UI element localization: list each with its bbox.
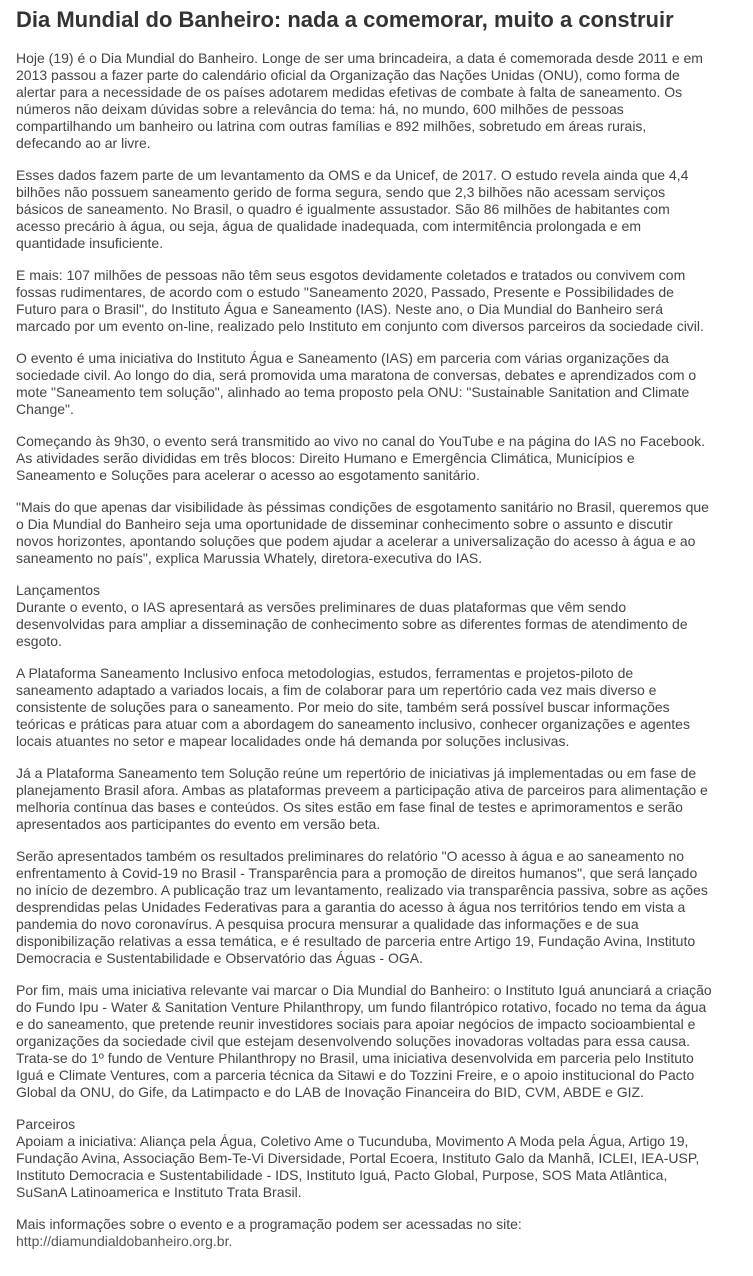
paragraph-line: consistente de soluções para o saneamento. Por meio do site, também será possível buscar informações xyxy=(16,699,670,715)
paragraph-line: Trata-se do 1º fundo de Venture Philanthropy no Brasil, uma iniciativa desenvolvida em parceria pelo Instituto xyxy=(16,1050,694,1066)
paragraph-line: básicos de saneamento. No Brasil, o quadro é igualmente assustador. São 86 milhões de habitantes com xyxy=(16,201,670,217)
closing-paragraph xyxy=(16,1216,753,1250)
paragraph-line: Democracia e Sustentabilidade e Observatório das Águas - OGA. xyxy=(16,950,423,966)
paragraph-line: Instituto Democracia e Sustentabilidade - IDS, Instituto Iguá, Pacto Global, Purpose, SOS Mata Atlântica, xyxy=(16,1167,668,1183)
paragraph-line: bilhões não possuem saneamento gerido de forma segura, sendo que 2,3 bilhões não acessam serviços xyxy=(16,184,666,200)
paragraph-line: compartilhando um banheiro ou latrina com outras famílias e 892 milhões, sobretudo em áreas rurais, xyxy=(16,118,647,134)
paragraph-line: pandemia do novo coronavírus. A pesquisa procura mensurar a qualidade das informações e de sua xyxy=(16,916,639,932)
paragraph xyxy=(16,765,753,833)
paragraph-line: O evento é uma iniciativa do Instituto Água e Saneamento (IAS) em parceria com várias organizações da xyxy=(16,350,669,366)
paragraph-line: Por fim, mais uma iniciativa relevante vai marcar o Dia Mundial do Banheiro: o Instituto Iguá anunciará a criação xyxy=(16,982,712,998)
paragraph xyxy=(16,982,753,1101)
paragraph xyxy=(16,433,753,484)
paragraph-line: "Mais do que apenas dar visibilidade às péssimas condições de esgotamento sanitário no Brasil, queremos que xyxy=(16,499,709,515)
paragraph-line: Change". xyxy=(16,401,74,417)
paragraph-line: esgoto. xyxy=(16,633,62,649)
paragraph-line: Parceiros xyxy=(16,1116,76,1132)
paragraph-line: disponibilização relativas a essa temática, e é resultado de parceria entre Artigo 19, Fundação Avina, Instituto xyxy=(16,933,696,949)
paragraph-line: novos horizontes, apontando soluções que podem ajudar a acelerar a universalização do acesso à água e ao xyxy=(16,533,696,549)
paragraph xyxy=(16,848,753,967)
paragraph-line: enfrentamento à Covid-19 no Brasil - Transparência para a promoção de direitos humanos", que será lançado xyxy=(16,865,698,881)
paragraph xyxy=(16,582,753,650)
paragraph-line: saneamento adaptado a variados locais, a fim de colaborar para um repertório cada vez mais diverso e xyxy=(16,682,657,698)
paragraph-line: teóricas e práticas para atuar com a abordagem do saneamento inclusivo, conhecer organizações e agentes xyxy=(16,716,690,732)
paragraph-line: alertar para a necessidade de os países adotarem medidas efetivas de combate à falta de saneamento. Os xyxy=(16,84,683,100)
paragraph xyxy=(16,50,753,152)
paragraph-line: organizações da sociedade civil que estejam desenvolvendo soluções inovadoras voltadas para essa causa. xyxy=(16,1033,690,1049)
paragraph-line: e do saneamento, que pretende reunir investidores sociais para apoiar negócios de impacto socioambiental e xyxy=(16,1016,696,1032)
paragraph-line: quantidade insuficiente. xyxy=(16,235,164,251)
paragraph-line: 2013 passou a fazer parte do calendário oficial da Organização das Nações Unidas (ONU), como forma de xyxy=(16,67,680,83)
paragraph-line: o Dia Mundial do Banheiro seja uma oportunidade de disseminar conhecimento sobre o assunto e discutir xyxy=(16,516,673,532)
paragraph xyxy=(16,665,753,750)
paragraph-line: Lançamentos xyxy=(16,582,101,598)
paragraph-line: números não deixam dúvidas sobre a relevância do tema: há, no mundo, 600 milhões de pessoas xyxy=(16,101,624,117)
paragraph-line: Iguá e Climate Ventures, com a parceria técnica da Sitawi e do Tozzini Freire, e o apoio institucional do Pacto xyxy=(16,1067,695,1083)
paragraph xyxy=(16,267,753,335)
paragraph-line: Serão apresentados também os resultados preliminares do relatório "O acesso à água e ao saneamento no xyxy=(16,848,685,864)
paragraph-line: fossas rudimentares, de acordo com o estudo "Saneamento 2020, Passado, Presente e Possibilidades de xyxy=(16,284,674,300)
paragraph-line: sociedade civil. Ao longo do dia, será promovida uma maratona de conversas, debates e aprendizados com o xyxy=(16,367,697,383)
paragraph-line: melhoria contínua das bases e conteúdos. Os sites estão em fase final de testes e aprimoramentos e serão xyxy=(16,799,683,815)
paragraph-line: desprendidas pelas Unidades Federativas para a garantia do acesso à água nos territórios tendo em vista a xyxy=(16,899,686,915)
article-title: Dia Mundial do Banheiro: nada a comemorar, muito a construir xyxy=(16,7,674,32)
paragraph-line: do Fundo Ipu - Water & Sanitation Venture Philanthropy, um fundo filantrópico rotativo, focado no tema da água xyxy=(16,999,707,1015)
paragraph-line: planejamento Brasil afora. Ambas as plataformas preveem a participação ativa de parceiros para alimentação e xyxy=(16,782,708,798)
paragraph-line: A Plataforma Saneamento Inclusivo enfoca metodologias, estudos, ferramentas e projetos-piloto de xyxy=(16,665,634,681)
paragraph-line: desenvolvidas para ampliar a disseminação de conhecimento sobre as diferentes formas de atendimento de xyxy=(16,616,688,632)
paragraph-line: mote "Saneamento tem solução", alinhado ao tema proposto pela ONU: "Sustainable Sanitation and Climate xyxy=(16,384,690,400)
paragraph-line: As atividades serão divididas em três blocos: Direito Humano e Emergência Climática, Municípios e xyxy=(16,450,635,466)
paragraph-line: Global da ONU, do Gife, da Latimpacto e do LAB de Inovação Financeira do BID, CVM, ABDE e GIZ. xyxy=(16,1084,644,1100)
paragraph-line: Começando às 9h30, o evento será transmitido ao vivo no canal do YouTube e na página do IAS no Facebook. xyxy=(16,433,706,449)
paragraph-line: Fundação Avina, Associação Bem-Te-Vi Diversidade, Portal Ecoera, Instituto Galo da Manhã, ICLEI, IEA-USP, xyxy=(16,1150,700,1166)
paragraph-line: defecando ao ar livre. xyxy=(16,135,151,151)
paragraph-line: Já a Plataforma Saneamento tem Solução reúne um repertório de iniciativas já implementadas ou em fase de xyxy=(16,765,697,781)
paragraph-line: Saneamento e Soluções para acelerar o acesso ao esgotamento sanitário. xyxy=(16,467,480,483)
paragraph-line: apresentados aos participantes do evento em versão beta. xyxy=(16,816,381,832)
paragraph-line: Futuro para o Brasil", do Instituto Água e Saneamento (IAS). Neste ano, o Dia Mundial do Banheiro será xyxy=(16,301,664,317)
site-link[interactable]: http://diamundialdobanheiro.org.br. xyxy=(16,1233,233,1249)
paragraph-line: Hoje (19) é o Dia Mundial do Banheiro. Longe de ser uma brincadeira, a data é comemorada desde 2011 e em xyxy=(16,50,703,66)
paragraph-line: acesso precário à água, ou seja, água de qualidade inadequada, com intermitência prolongada e em xyxy=(16,218,641,234)
article-body xyxy=(16,50,753,1201)
paragraph-line: SuSanA Latinoamerica e Instituto Trata Brasil. xyxy=(16,1184,302,1200)
closing-text: Mais informações sobre o evento e a programação podem ser acessadas no site: xyxy=(16,1216,522,1232)
paragraph xyxy=(16,1116,753,1201)
paragraph-line: Apoiam a iniciativa: Aliança pela Água, Coletivo Ame o Tucunduba, Movimento A Moda pela Água, Artigo 19, xyxy=(16,1133,689,1149)
paragraph xyxy=(16,499,753,567)
paragraph-line: E mais: 107 milhões de pessoas não têm seus esgotos devidamente coletados e tratados ou convivem com xyxy=(16,267,686,283)
paragraph-line: locais atuantes no setor e mapear localidades onde há demanda por soluções inclusivas. xyxy=(16,733,570,749)
paragraph-line: Esses dados fazem parte de um levantamento da OMS e da Unicef, de 2017. O estudo revela ainda que 4,4 xyxy=(16,167,689,183)
paragraph-line: no início de dezembro. A publicação traz um levantamento, realizado via transparência passiva, sobre as ações xyxy=(16,882,708,898)
paragraph xyxy=(16,350,753,418)
paragraph xyxy=(16,167,753,252)
paragraph-line: Durante o evento, o IAS apresentará as versões preliminares de duas plataformas que vêm sendo xyxy=(16,599,627,615)
paragraph-line: saneamento no país", explica Marussia Whately, diretora-executiva do IAS. xyxy=(16,550,483,566)
paragraph-line: marcado por um evento on-line, realizado pelo Instituto em conjunto com diversos parceiros da sociedade civil. xyxy=(16,318,704,334)
